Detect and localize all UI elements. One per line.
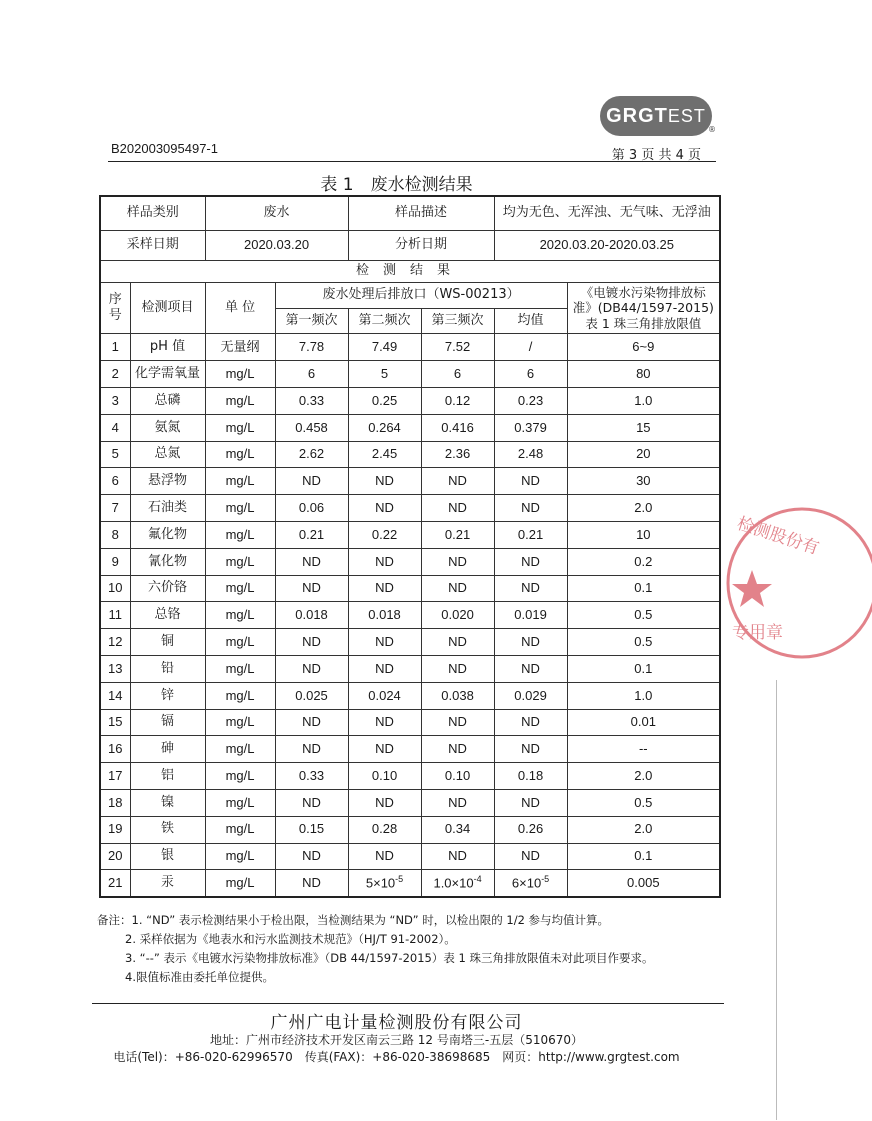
table-row [100,468,720,495]
avg-value: ND [494,575,567,602]
unit: mg/L [205,468,275,495]
table-row [100,548,720,575]
svg-text:专用章: 专用章 [732,623,783,643]
item-name: 六价铬 [130,575,205,602]
row-no: 15 [100,709,130,736]
freq1-value: ND [275,655,348,682]
freq3-value: 0.038 [421,682,494,709]
freq2-value: 0.28 [348,816,421,843]
row-no: 18 [100,789,130,816]
freq1-value: 0.21 [275,521,348,548]
freq2-value: ND [348,468,421,495]
row-no: 19 [100,816,130,843]
freq1-value: 0.06 [275,495,348,522]
table-row [100,441,720,468]
freq3-value: ND [421,468,494,495]
item-name: 铅 [130,655,205,682]
limit-value: 2.0 [567,816,720,843]
unit: mg/L [205,414,275,441]
freq1-value: ND [275,843,348,870]
limit-value: 1.0 [567,682,720,709]
row-no: 17 [100,763,130,790]
limit-header: 《电镀水污染物排放标准》(DB44/1597-2015) 表 1 珠三角排放限值 [567,282,720,334]
freq3-value: 0.21 [421,521,494,548]
freq1-value: ND [275,709,348,736]
freq3-value: ND [421,629,494,656]
row-no: 9 [100,548,130,575]
results-table [99,195,721,898]
row-no: 21 [100,870,130,897]
freq1-header: 第一频次 [275,309,348,334]
note-3: 3. “--” 表示《电镀水污染物排放标准》（DB 44/1597-2015）表 1 珠三角排放限值未对此项目作要求。 [125,951,654,965]
table-row [100,629,720,656]
freq3-value: ND [421,655,494,682]
sample-desc-value: 均为无色、无浑浊、无气味、无浮油 [494,196,720,230]
note-1: 备注：1. “ND” 表示检测结果小于检出限，当检测结果为 “ND” 时，以检出限的 1/2 参与均值计算。 [97,913,610,927]
avg-value: ND [494,468,567,495]
table-row [100,495,720,522]
avg-value: ND [494,789,567,816]
sci-exponent: -4 [473,874,482,885]
freq2-value: 2.45 [348,441,421,468]
avg-value: ND [494,843,567,870]
info-row-1 [100,196,720,230]
row-no: 8 [100,521,130,548]
freq2-value: 0.22 [348,521,421,548]
unit: mg/L [205,548,275,575]
header-divider [108,161,716,162]
sci-mantissa: 6×10 [511,875,542,891]
item-header: 检测项目 [130,282,205,334]
item-name: 镍 [130,789,205,816]
freq2-value: ND [348,629,421,656]
freq2-value: ND [348,495,421,522]
freq1-value: ND [275,736,348,763]
avg-value: ND [494,736,567,763]
row-no: 12 [100,629,130,656]
item-name: 铁 [130,816,205,843]
freq2-value: 5 [348,361,421,388]
item-name: 化学需氧量 [130,361,205,388]
sampling-date-label: 采样日期 [100,230,205,260]
unit: mg/L [205,843,275,870]
freq3-value: 0.416 [421,414,494,441]
item-name: 总氮 [130,441,205,468]
note-2: 2. 采样依据为《地表水和污水监测技术规范》（HJ/T 91-2002）。 [125,932,456,946]
table-row [100,843,720,870]
freq2-value: ND [348,736,421,763]
info-row-2 [100,230,720,260]
company-contact: 电话(Tel)：+86-020-62996570 传真(FAX)：+86-020-38698685 网页：http://www.grgtest.com [113,1050,680,1064]
page-edge-line [776,680,777,1120]
limit-value: 6~9 [567,334,720,361]
item-name: 悬浮物 [130,468,205,495]
freq2-value: 0.264 [348,414,421,441]
freq3-value [421,870,494,897]
item-name: 镉 [130,709,205,736]
avg-value: 0.26 [494,816,567,843]
unit: mg/L [205,441,275,468]
freq2-value: ND [348,575,421,602]
row-no: 5 [100,441,130,468]
freq1-value: 0.33 [275,763,348,790]
limit-value: 0.5 [567,789,720,816]
table-row [100,736,720,763]
sci-mantissa: 1.0×10 [433,875,474,891]
freq1-value: ND [275,468,348,495]
freq3-header: 第三频次 [421,309,494,334]
freq1-value: 0.15 [275,816,348,843]
avg-value: 0.18 [494,763,567,790]
registered-mark: ® [708,125,716,134]
item-name: 锌 [130,682,205,709]
table-row [100,387,720,414]
table-row [100,789,720,816]
unit: 无量纲 [205,334,275,361]
freq2-value [348,870,421,897]
limit-value: 20 [567,441,720,468]
sci-exponent: -5 [541,874,550,885]
unit: mg/L [205,763,275,790]
official-seal [722,488,872,678]
limit-value: 80 [567,361,720,388]
freq3-value: ND [421,548,494,575]
page-info: 第 3 页 共 4 页 [611,148,701,163]
freq3-value: 0.34 [421,816,494,843]
limit-value: 1.0 [567,387,720,414]
avg-value: 6 [494,361,567,388]
limit-value: 0.5 [567,629,720,656]
limit-value: 2.0 [567,495,720,522]
table-row [100,414,720,441]
freq1-value: 2.62 [275,441,348,468]
unit: mg/L [205,709,275,736]
item-name: 银 [130,843,205,870]
unit: mg/L [205,521,275,548]
freq2-value: ND [348,709,421,736]
freq1-value: 0.025 [275,682,348,709]
item-name: 总铬 [130,602,205,629]
unit: mg/L [205,629,275,656]
unit: mg/L [205,789,275,816]
table-row [100,682,720,709]
freq3-value: 0.12 [421,387,494,414]
item-name: 砷 [130,736,205,763]
freq1-value: ND [275,870,348,897]
note-4: 4.限值标准由委托单位提供。 [125,970,274,984]
row-no: 20 [100,843,130,870]
table-row [100,602,720,629]
limit-value: 0.1 [567,843,720,870]
unit: mg/L [205,736,275,763]
freq3-value: ND [421,843,494,870]
unit-header: 单 位 [205,282,275,334]
logo-bold-text: GRGT [606,104,668,127]
limit-value: 10 [567,521,720,548]
freq1-value: 0.33 [275,387,348,414]
freq1-value: 6 [275,361,348,388]
limit-value: 0.01 [567,709,720,736]
limit-value: 2.0 [567,763,720,790]
unit: mg/L [205,575,275,602]
freq2-value: ND [348,655,421,682]
freq3-value: 7.52 [421,334,494,361]
freq1-value: ND [275,548,348,575]
avg-value: ND [494,655,567,682]
limit-value: -- [567,736,720,763]
company-address: 地址：广州市经济技术开发区南云三路 12 号南塔三-五层（510670） [209,1033,584,1047]
logo-thin-text: EST [667,105,706,126]
avg-value: 0.379 [494,414,567,441]
sci-exponent: -5 [395,874,404,885]
freq2-value: 7.49 [348,334,421,361]
freq2-value: ND [348,789,421,816]
grgtest-logo [600,96,712,136]
unit: mg/L [205,816,275,843]
row-no: 10 [100,575,130,602]
unit: mg/L [205,361,275,388]
limit-value: 0.005 [567,870,720,897]
freq3-value: ND [421,709,494,736]
row-no: 2 [100,361,130,388]
sample-type-label: 样品类别 [100,196,205,230]
avg-value: 0.21 [494,521,567,548]
limit-value: 30 [567,468,720,495]
avg-value: 0.019 [494,602,567,629]
freq3-value: ND [421,575,494,602]
footer-divider [92,1003,724,1004]
section-title-row [100,260,720,282]
limit-value: 0.2 [567,548,720,575]
unit: mg/L [205,495,275,522]
row-no: 14 [100,682,130,709]
company-name: 广州广电计量检测股份有限公司 [270,1013,523,1033]
svg-text:检测股份有: 检测股份有 [734,513,822,560]
row-no: 7 [100,495,130,522]
sample-type-value: 废水 [205,196,348,230]
limit-value: 0.1 [567,655,720,682]
row-no: 3 [100,387,130,414]
freq3-value: 0.020 [421,602,494,629]
freq3-value: 2.36 [421,441,494,468]
avg-value: / [494,334,567,361]
avg-value: 0.029 [494,682,567,709]
item-name: 石油类 [130,495,205,522]
avg-value: 2.48 [494,441,567,468]
limit-value: 15 [567,414,720,441]
limit-value: 0.5 [567,602,720,629]
unit: mg/L [205,682,275,709]
outlet-header: 废水处理后排放口（WS-00213） [275,282,567,309]
unit: mg/L [205,655,275,682]
item-name: 铜 [130,629,205,656]
freq2-value: ND [348,843,421,870]
table-row [100,334,720,361]
row-no: 16 [100,736,130,763]
freq2-value: 0.018 [348,602,421,629]
freq1-value: ND [275,629,348,656]
item-name: 汞 [130,870,205,897]
item-name: 氰化物 [130,548,205,575]
item-name: 氟化物 [130,521,205,548]
freq1-value: ND [275,789,348,816]
avg-value: ND [494,629,567,656]
avg-header: 均值 [494,309,567,334]
freq1-value: ND [275,575,348,602]
notes [97,911,727,987]
table-row [100,763,720,790]
item-name: 氨氮 [130,414,205,441]
row-no: 11 [100,602,130,629]
table-row [100,709,720,736]
freq3-value: 0.10 [421,763,494,790]
freq2-value: 0.024 [348,682,421,709]
avg-value: ND [494,709,567,736]
table-row [100,870,720,897]
avg-value [494,870,567,897]
table-row [100,655,720,682]
sampling-date-value: 2020.03.20 [205,230,348,260]
table-row [100,816,720,843]
unit: mg/L [205,870,275,897]
item-name: pH 值 [130,334,205,361]
freq2-value: 0.10 [348,763,421,790]
table-row [100,361,720,388]
sci-mantissa: 5×10 [365,875,396,891]
freq3-value: ND [421,736,494,763]
freq2-header: 第二频次 [348,309,421,334]
row-no: 6 [100,468,130,495]
table-row [100,575,720,602]
freq1-value: 0.018 [275,602,348,629]
analysis-date-label: 分析日期 [348,230,494,260]
row-no: 4 [100,414,130,441]
freq1-value: 0.458 [275,414,348,441]
freq1-value: 7.78 [275,334,348,361]
freq3-value: 6 [421,361,494,388]
report-number: B202003095497-1 [111,141,218,156]
unit: mg/L [205,602,275,629]
avg-value: 0.23 [494,387,567,414]
row-no: 1 [100,334,130,361]
avg-value: ND [494,495,567,522]
sample-desc-label: 样品描述 [348,196,494,230]
header-row-1 [100,282,720,309]
row-no: 13 [100,655,130,682]
freq2-value: ND [348,548,421,575]
freq2-value: 0.25 [348,387,421,414]
seq-header: 序号 [100,282,130,334]
avg-value: ND [494,548,567,575]
unit: mg/L [205,387,275,414]
table-row [100,521,720,548]
freq3-value: ND [421,789,494,816]
item-name: 总磷 [130,387,205,414]
table-title: 表 1 废水检测结果 [320,175,473,195]
section-title: 检测结果 [100,260,720,282]
item-name: 铝 [130,763,205,790]
freq3-value: ND [421,495,494,522]
limit-value: 0.1 [567,575,720,602]
analysis-date-value: 2020.03.20-2020.03.25 [494,230,720,260]
